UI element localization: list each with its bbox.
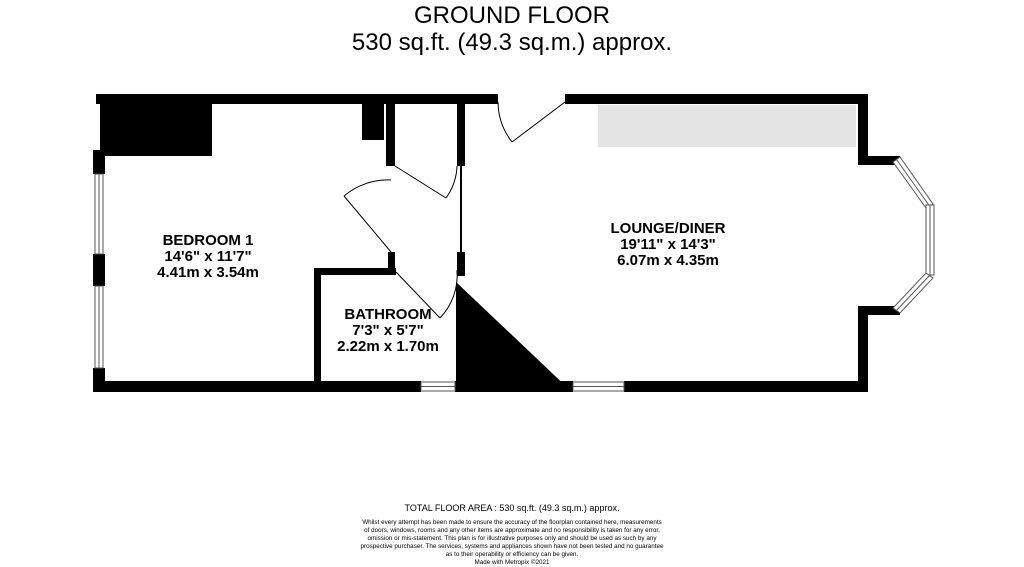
lounge-label	[588, 221, 748, 269]
chimney-notch	[362, 94, 384, 140]
wall-bottom-right	[624, 381, 868, 392]
wall-right-top	[858, 94, 868, 164]
wall-bottom-left	[96, 381, 421, 392]
disclaimer-line: Whilst every attempt has been made to ensure the accuracy of the floorplan contained here, measurements	[362, 519, 662, 526]
bedroom-label	[128, 233, 288, 281]
lounge-imperial: 19'11" x 14'3"	[620, 236, 716, 253]
bedroom-metric: 4.41m x 3.54m	[157, 264, 259, 281]
wall-right-bottom	[858, 306, 868, 392]
door-cupboard	[395, 166, 457, 198]
wall-left-top	[93, 150, 105, 174]
bathroom-label	[318, 307, 458, 355]
bathroom-imperial: 7'3" x 5'7"	[352, 322, 424, 339]
wall-bathroom-top	[314, 268, 396, 275]
bedroom-imperial: 14'6" x 11'7"	[164, 248, 252, 265]
wall-hall-right-bottom	[457, 252, 465, 276]
bathroom-metric: 2.22m x 1.70m	[337, 338, 439, 355]
disclaimer-line: as to their operability or efficiency can be given.	[445, 551, 579, 558]
bathroom-name: BATHROOM	[344, 306, 432, 323]
made-with-credit: Made with Metropix ©2021	[474, 559, 550, 566]
total-floor-area: TOTAL FLOOR AREA : 530 sq.ft. (49.3 sq.m.) approx.	[404, 503, 620, 513]
disclaimer-line: omission or mis-statement. This plan is for illustrative purposes only and should be used as such by any	[367, 535, 657, 542]
floor-title: GROUND FLOOR	[413, 2, 610, 29]
kitchen-worktop	[598, 105, 856, 147]
wall-top-right	[565, 94, 868, 104]
bottom-window-lounge	[573, 382, 624, 391]
disclaimer	[312, 519, 712, 559]
bottom-window-bathroom	[421, 382, 455, 391]
wall-left-mid	[93, 254, 105, 286]
wall-hall-right-top	[457, 94, 465, 166]
door-front	[498, 102, 565, 142]
lounge-name: LOUNGE/DINER	[610, 220, 726, 237]
left-window-upper	[95, 174, 103, 254]
door-bedroom	[344, 180, 391, 252]
left-window-lower	[95, 286, 103, 368]
floor-area-subtitle: 530 sq.ft. (49.3 sq.m.) approx.	[351, 29, 673, 56]
bedroom-name: BEDROOM 1	[162, 232, 254, 249]
stair-cupboard	[456, 282, 572, 392]
disclaimer-line: of doors, windows, rooms and any other items are approximate and no responsibility is taken for any error,	[364, 527, 660, 534]
disclaimer-line: prospective purchaser. The services, systems and appliances shown have not been tested and no guarantee	[360, 543, 664, 550]
chimney-block	[100, 94, 212, 156]
bay-window	[893, 157, 934, 313]
wall-hall-left-top	[386, 94, 395, 166]
wall-hall-left-bottom	[388, 252, 395, 275]
lounge-metric: 6.07m x 4.35m	[617, 252, 719, 269]
